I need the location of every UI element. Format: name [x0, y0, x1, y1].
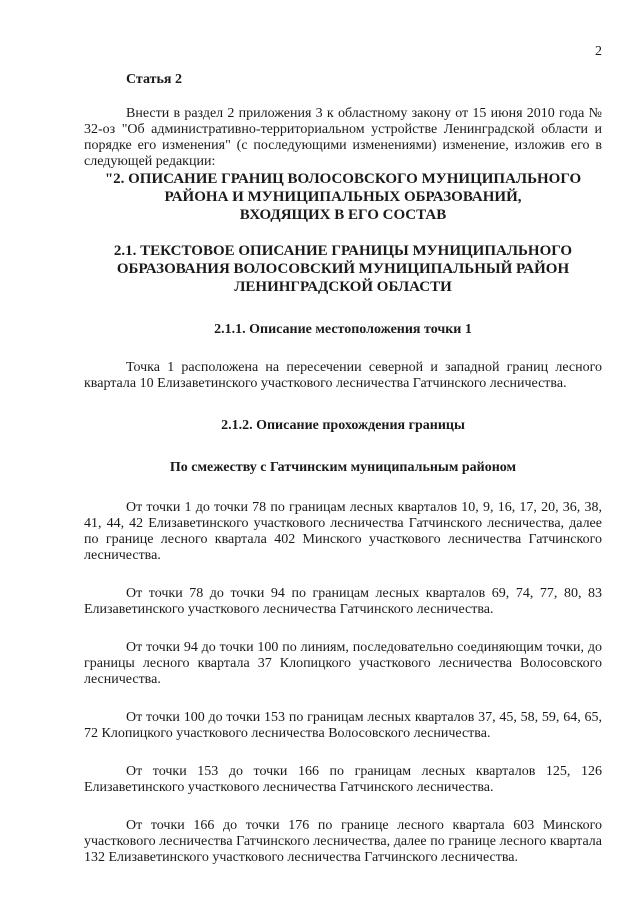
section-2-1-heading: [84, 242, 602, 296]
boundary-paragraph: От точки 100 до точки 153 по границам лесных кварталов 37, 45, 58, 59, 64, 65, 72 Клопицкого участкового лесничества Волосовского лесничества.: [84, 710, 602, 741]
heading-line: "2. ОПИСАНИЕ ГРАНИЦ ВОЛОСОВСКОГО МУНИЦИПАЛЬНОГО: [104, 171, 582, 187]
point-1-description: Точка 1 расположена на пересечении северной и западной границ лесного квартала 10 Елизаветинского участкового лесничества Гатчинского лесничества.: [84, 360, 602, 391]
boundary-paragraph: От точки 94 до точки 100 по линиям, последовательно соединяющим точки, до границы лесного квартала 37 Клопицкого участкового лесничества Волосовского лесничества.: [84, 640, 602, 687]
adjacency-subheading: По смежеству с Гатчинским муниципальным районом: [169, 460, 517, 475]
section-2-1-2-heading: 2.1.2. Описание прохождения границы: [221, 418, 465, 433]
article-title: Статья 2: [126, 72, 182, 87]
heading-line: ЛЕНИНГРАДСКОЙ ОБЛАСТИ: [234, 279, 452, 295]
heading-line: РАЙОНА И МУНИЦИПАЛЬНЫХ ОБРАЗОВАНИЙ,: [164, 189, 522, 205]
heading-line: 2.1. ТЕКСТОВОЕ ОПИСАНИЕ ГРАНИЦЫ МУНИЦИПАЛЬНОГО: [113, 243, 573, 259]
heading-line: ОБРАЗОВАНИЯ ВОЛОСОВСКИЙ МУНИЦИПАЛЬНЫЙ РАЙОН: [116, 261, 570, 277]
section-2-1-1-heading: 2.1.1. Описание местоположения точки 1: [214, 322, 472, 337]
boundary-paragraph: От точки 153 до точки 166 по границам лесных кварталов 125, 126 Елизаветинского участкового лесничества Гатчинского лесничества.: [84, 764, 602, 795]
boundary-paragraph: От точки 166 до точки 176 по границе лесного квартала 603 Минского участкового лесничества Гатчинского лесничества, далее по границе лесного квартала 132 Елизаветинского участкового лесничества Гатчинского лесничества.: [84, 818, 602, 865]
boundary-paragraph: От точки 78 до точки 94 по границам лесных кварталов 69, 74, 77, 80, 83 Елизаветинского участкового лесничества Гатчинского лесничества.: [84, 586, 602, 617]
boundary-paragraph: От точки 1 до точки 78 по границам лесных кварталов 10, 9, 16, 17, 20, 36, 38, 41, 44, 42 Елизаветинского участкового лесничества Гатчинского лесничества, далее по границе лесного квартала 402 Минского участкового лесничества Гатчинского лесничества.: [84, 500, 602, 563]
article-intro: Внести в раздел 2 приложения 3 к областному закону от 15 июня 2010 года № 32-оз "Об административно-территориальном устройстве Ленинградской области и порядке его изменения" (с последующими изменениями) изменение, изложив его в следующей редакции:: [84, 106, 602, 169]
document-body: [84, 72, 602, 866]
heading-line: ВХОДЯЩИХ В ЕГО СОСТАВ: [239, 207, 447, 223]
section-2-heading: [84, 170, 602, 224]
page-number: 2: [595, 44, 602, 59]
